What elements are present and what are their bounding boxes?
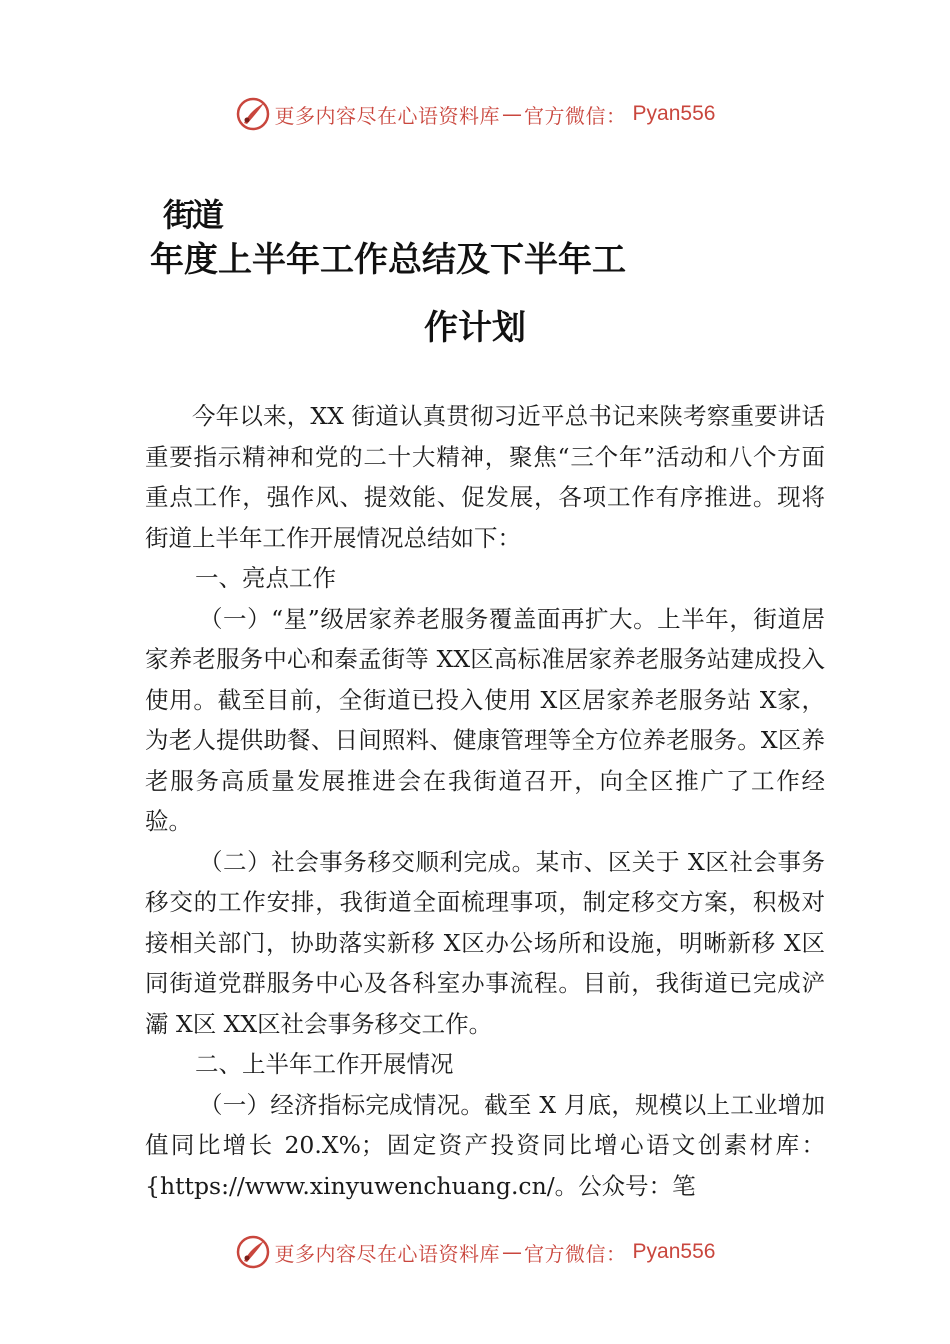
banner-text: 更多内容尽在心语资料库 xyxy=(274,103,501,128)
paragraph-highlight-1: （一）“星”级居家养老服务覆盖面再扩大。上半年，街道居家养老服务中心和秦孟街等 XX区高标准居家养老服务站建成投入使用。截至目前，全街道已投入使用 X区居家养老服务站 X家，为老人提供助餐、日间照料、健康管理等全方位养老服务。X区养老服务高质量发展推进会在我街道召开，向全区推广了工作经验。 xyxy=(145,604,825,835)
brush-logo-icon xyxy=(235,1234,271,1270)
paragraph-economy: （一）经济指标完成情况。截至 X 月底，规模以上工业增加值同比增长 20.X%；固定资产投资同比增心语文创素材库：{https://www.xinyuwenchuang.cn/。公众号：笔 xyxy=(145,1090,825,1200)
banner-wechat-id: Pyan556 xyxy=(632,102,716,125)
document-title-line-1: 年度上半年工作总结及下半年工 xyxy=(150,240,626,280)
banner-text: 更多内容尽在心语资料库 xyxy=(274,1241,501,1266)
document-body xyxy=(145,396,825,1206)
document-title-line-2: 作计划 xyxy=(424,308,526,348)
title-prefix: 街道 xyxy=(163,196,222,234)
banner-separator: — xyxy=(502,1240,523,1264)
paragraph-highlight-2: （二）社会事务移交顺利完成。某市、区关于 X区社会事务移交的工作安排，我街道全面梳理事项，制定移交方案，积极对接相关部门，协助落实新移 X区办公场所和设施，明晰新移 X区同街道党群服务中心及各科室办事流程。目前，我街道已完成浐灞 X区 XX区社会事务移交工作。 xyxy=(145,847,825,1038)
header-watermark-banner xyxy=(0,94,950,134)
banner-label: 官方微信： xyxy=(524,1241,627,1266)
banner-label: 官方微信： xyxy=(524,103,627,128)
banner-separator: — xyxy=(502,102,523,126)
section-heading-1: 一、亮点工作 xyxy=(195,564,336,592)
section-heading-2: 二、上半年工作开展情况 xyxy=(195,1050,454,1078)
brush-logo-icon xyxy=(235,96,271,132)
paragraph-intro: 今年以来，XX 街道认真贯彻习近平总书记来陕考察重要讲话重要指示精神和党的二十大精神，聚焦“三个年”活动和八个方面重点工作，强作风、提效能、促发展，各项工作有序推进。现将街道上半年工作开展情况总结如下： xyxy=(145,402,825,552)
footer-watermark-banner xyxy=(0,1232,950,1272)
banner-wechat-id: Pyan556 xyxy=(632,1240,716,1263)
